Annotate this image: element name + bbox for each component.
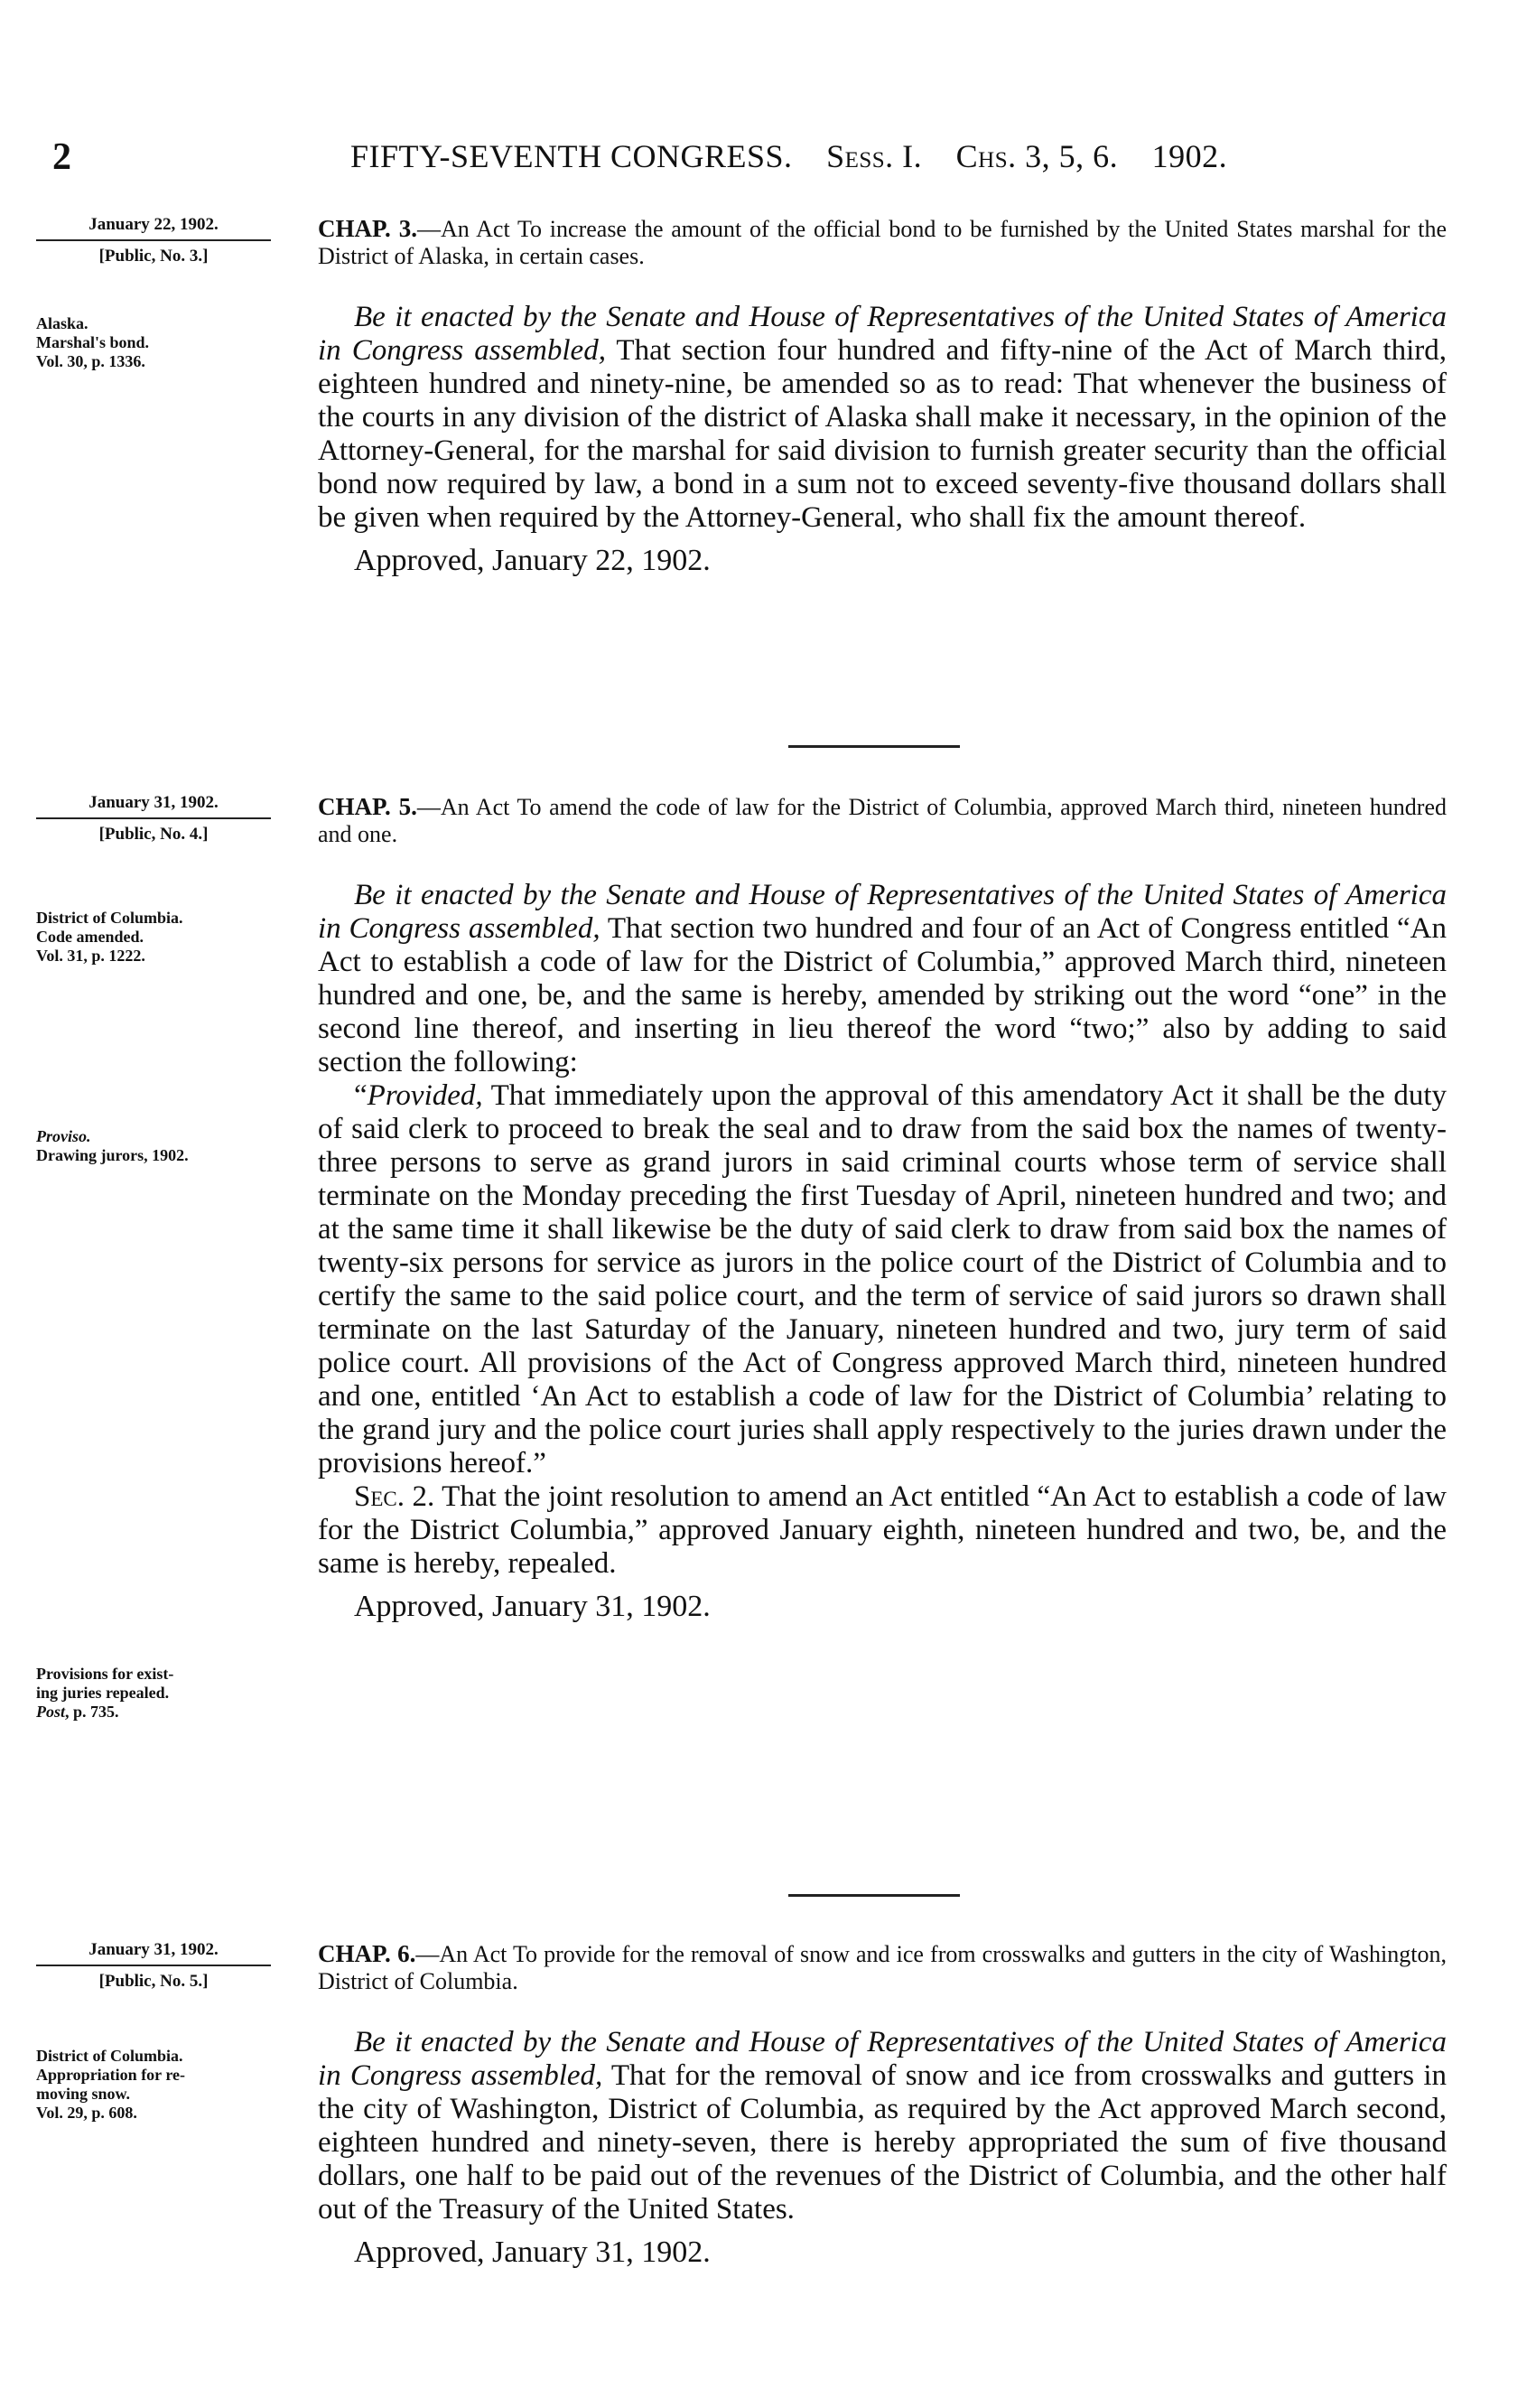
- margin-note-proviso: [36, 1127, 280, 1165]
- margin-date: January 22, 1902.: [36, 215, 271, 241]
- year-label: 1902.: [1151, 138, 1228, 174]
- paragraph: That for the removal of snow and ice from crosswalks and gutters in the city of Washington, District of Columbia, as required by the Act approved March second, eighteen hundred and ninety-seven, there is hereby appropriated the sum of five thousand dollars, one half to be paid out of the revenues of the District of Columbia, and the other half out of the Treasury of the United States.: [318, 2059, 1448, 2226]
- chap-label: CHAP. 5.: [318, 793, 417, 820]
- note-line: Provisions for exist-: [36, 1665, 174, 1683]
- margin-public-number: [Public, No. 5.]: [98, 1972, 209, 1991]
- section-divider: [788, 745, 960, 748]
- enacting-clause: [318, 2026, 1447, 2226]
- proviso-paragraph: [318, 1079, 1447, 1480]
- chap-title-text: —An Act To increase the amount of the official bond to be furnished by the United States marshal for the District of Alaska, in certain cases.: [318, 216, 1447, 269]
- enacting-italic: Be it enacted by the Senate and House of Representatives of the United States of America in Congress assembled,: [318, 2026, 1447, 2092]
- chapter-body: [318, 793, 1447, 1623]
- chapter-title: [318, 215, 1447, 270]
- note-line: Drawing jurors, 1902.: [36, 1146, 189, 1164]
- approved-line: Approved, January 22, 1902.: [354, 544, 711, 577]
- margin-public-number: [Public, No. 3.]: [98, 247, 209, 266]
- note-line: Vol. 29, p. 608.: [36, 2104, 137, 2122]
- margin-note: [36, 314, 280, 371]
- margin-public-number: [Public, No. 4.]: [98, 825, 209, 844]
- note-line: Alaska.: [36, 314, 88, 332]
- note-line: Appropriation for re-: [36, 2066, 185, 2084]
- section-divider: [788, 1894, 960, 1897]
- session-label: Sess. I.: [826, 138, 923, 174]
- margin-date: January 31, 1902.: [36, 1940, 271, 1966]
- page-number: 2: [52, 136, 71, 178]
- margin-note: [36, 2047, 280, 2123]
- approved-line: Approved, January 31, 1902.: [354, 1590, 711, 1623]
- chap-title-text: —An Act To amend the code of law for the District of Columbia, approved March third, nineteen hundred and one.: [318, 794, 1447, 847]
- margin-note-repeal: [36, 1665, 280, 1722]
- page-ref: , p. 735.: [65, 1703, 119, 1721]
- note-line: Code amended.: [36, 928, 144, 946]
- paragraph: That the joint resolution to amend an Act entitled “An Act to establish a code of law for the District Columbia,” approved January eighth, nineteen hundred and two, be, and the same is hereby, repealed.: [318, 1480, 1447, 1580]
- chapter-title: [318, 1940, 1447, 1995]
- chapters-label: Chs. 3, 5, 6.: [955, 138, 1119, 174]
- sec-label: Sec. 2.: [354, 1480, 435, 1513]
- chapter-body: [318, 1940, 1447, 2269]
- chap-title-text: —An Act To provide for the removal of snow and ice from crosswalks and gutters in the city of Washington, District of Columbia.: [318, 1941, 1448, 1994]
- proviso-label: Proviso.: [36, 1127, 91, 1145]
- chap-label: CHAP. 6.: [318, 1940, 416, 1967]
- provided-italic: Provided,: [367, 1079, 483, 1112]
- note-line: District of Columbia.: [36, 909, 183, 927]
- margin-date: January 31, 1902.: [36, 793, 271, 819]
- note-line: Vol. 30, p. 1336.: [36, 352, 145, 370]
- approved-line: Approved, January 31, 1902.: [354, 2235, 711, 2269]
- paragraph: That section four hundred and fifty-nine of the Act of March third, eighteen hundred and ninety-nine, be amended so as to read: That whenever the business of the courts in any division of the district of Alaska shall make it necessary, in the opinion of the Attorney-General, for the marshal for said division to furnish greater security than the official bond now required by law, a bond in a sum not to exceed seventy-five thousand dollars shall be given when required by the Attorney-General, who shall fix the amount thereof.: [318, 334, 1448, 534]
- post-ref: Post: [36, 1703, 66, 1721]
- enacting-clause: [318, 879, 1447, 1079]
- chapter-body: [318, 215, 1447, 577]
- enacting-italic: Be it enacted by the Senate and House of Representatives of the United States of America in Congress assembled,: [318, 879, 1447, 945]
- congress-title: FIFTY-SEVENTH CONGRESS.: [350, 138, 793, 174]
- section-2: [318, 1480, 1447, 1581]
- margin-notes: [36, 215, 307, 370]
- margin-note: [36, 909, 280, 966]
- note-line: Vol. 31, p. 1222.: [36, 947, 145, 965]
- margin-notes: [36, 793, 307, 1721]
- paragraph: That immediately upon the approval of this amendatory Act it shall be the duty of said clerk to proceed to break the seal and to draw from the said box the names of twenty-three persons to serve as grand jurors in said criminal courts whose term of service shall terminate on the Monday preceding the first Tuesday of April, nineteen hundred and two; and at the same time it shall likewise be the duty of said clerk to draw from said box the names of twenty-six persons for service as jurors in the police court of the District of Columbia and to certify the same to the said police court, and the term of service of said jurors so drawn shall terminate on the last Saturday of the January, nineteen hundred and two, jury term of said police court. All provisions of the Act of Congress approved March third, nineteen hundred and one, entitled ‘An Act to establish a code of law for the District of Columbia’ relating to the grand jury and the police court juries shall apply respectively to the juries drawn under the provisions hereof.”: [318, 1079, 1447, 1479]
- note-line: Marshal's bond.: [36, 333, 150, 351]
- margin-notes: [36, 1940, 307, 2122]
- quote-mark: “: [354, 1079, 368, 1112]
- running-head: [350, 137, 1227, 175]
- page-header: [52, 135, 1461, 181]
- note-line: moving snow.: [36, 2085, 131, 2103]
- note-line: District of Columbia.: [36, 2047, 183, 2065]
- enacting-italic: Be it enacted by the Senate and House of Representatives of the United States of America in Congress assembled,: [318, 301, 1447, 367]
- note-line: ing juries repealed.: [36, 1684, 170, 1702]
- paragraph: That section two hundred and four of an Act of Congress entitled “An Act to establish a code of law for the District of Columbia,” approved March third, nineteen hundred and one, be, and the same is hereby, amended by striking out the word “one” in the second line thereof, and inserting in lieu thereof the word “two;” also by adding to said section the following:: [318, 912, 1448, 1078]
- enacting-clause: [318, 301, 1447, 535]
- chapter-title: [318, 793, 1447, 848]
- chap-label: CHAP. 3.: [318, 215, 418, 242]
